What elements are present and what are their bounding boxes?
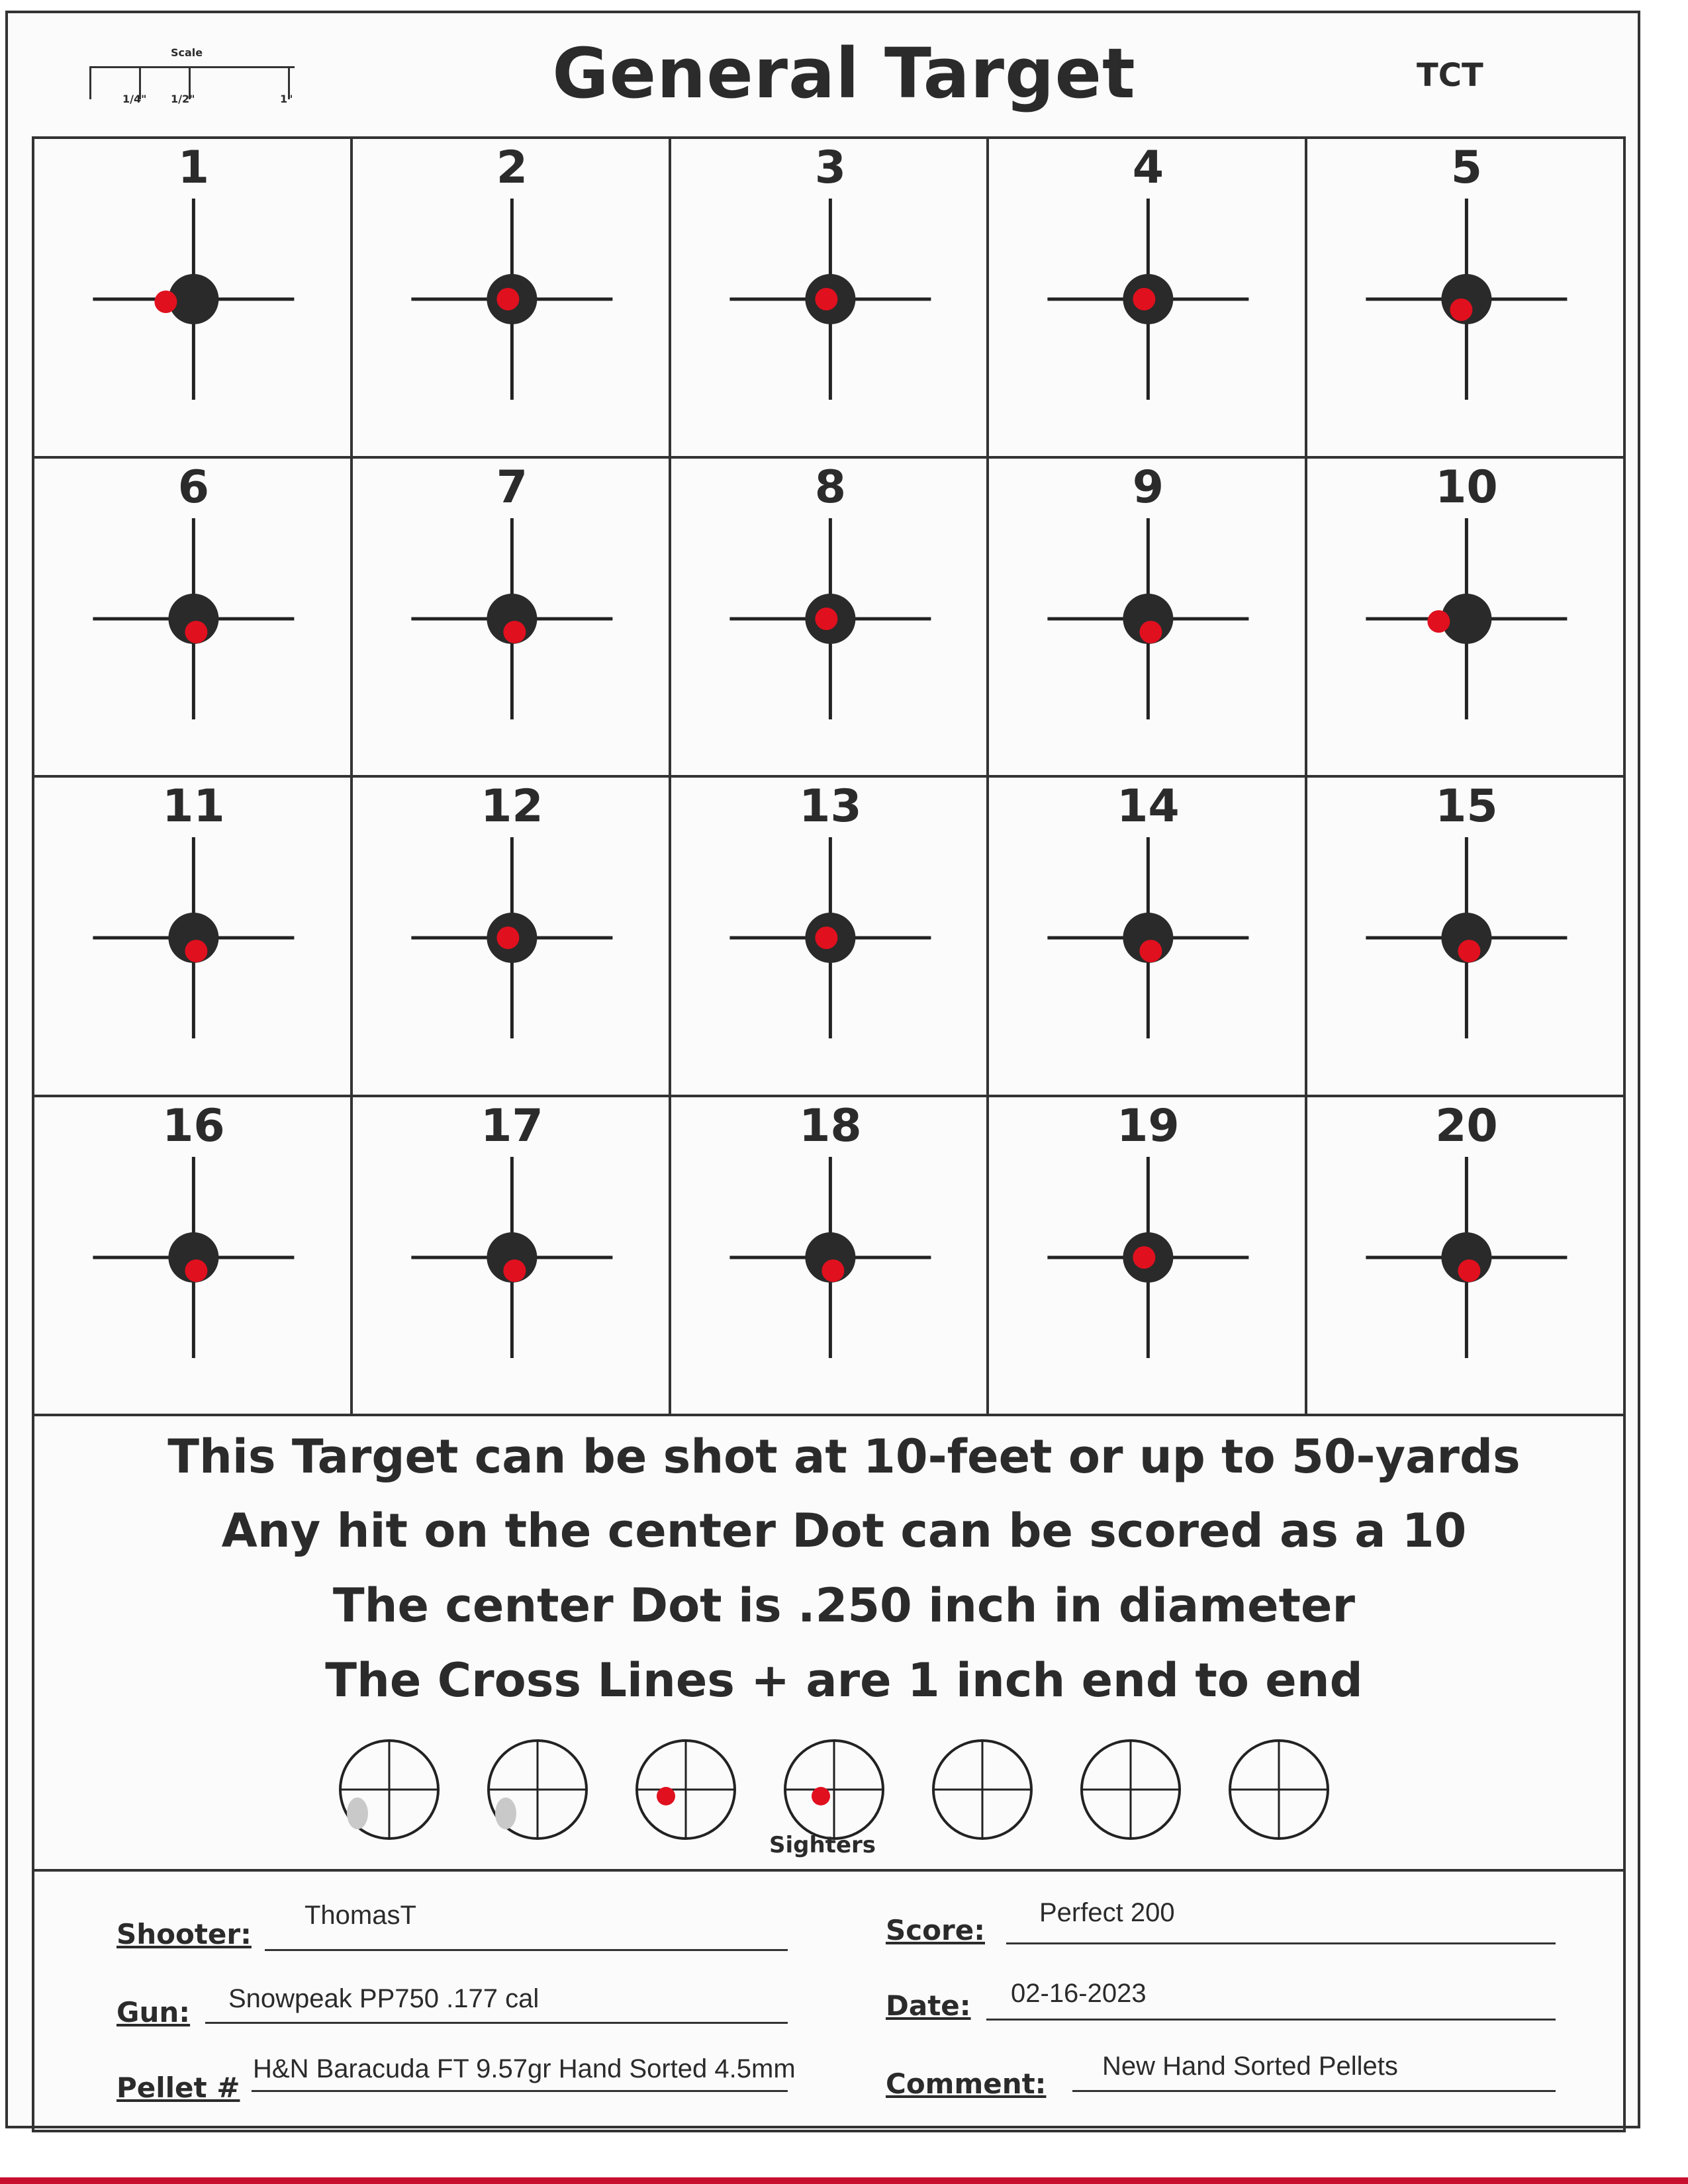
- target-cell: [1306, 457, 1624, 777]
- form-top-line: [33, 1869, 1624, 1872]
- sighter-row: [0, 1734, 1688, 1846]
- pellet-hole: [503, 1259, 526, 1282]
- target-cell: [670, 457, 988, 777]
- target-cell: [988, 138, 1306, 457]
- crosshair: [33, 776, 352, 1096]
- gun-label: Gun:: [117, 1996, 191, 2028]
- sighter-target: [637, 1741, 735, 1839]
- crosshair: [670, 138, 988, 457]
- crosshair: [352, 776, 670, 1096]
- crosshair: [33, 457, 352, 777]
- target-number: 14: [1117, 780, 1180, 833]
- sighter-hole: [347, 1797, 368, 1829]
- pellet-hole: [185, 1259, 207, 1282]
- date-value[interactable]: 02-16-2023: [1011, 1979, 1147, 2008]
- crosshair: [1306, 1096, 1624, 1416]
- grid-bottom-line: [33, 1414, 1624, 1416]
- crosshair: [988, 138, 1306, 457]
- crosshair: [1306, 138, 1624, 457]
- pellet-hole: [1458, 1259, 1480, 1282]
- sighter-hole: [657, 1787, 675, 1805]
- crosshair: [352, 1096, 670, 1416]
- info-line-3: The center Dot is .250 inch in diameter: [332, 1578, 1356, 1633]
- target-cell: [33, 776, 352, 1096]
- target-number: 18: [799, 1100, 862, 1152]
- pellet-hole: [1133, 288, 1155, 310]
- target-cell: [988, 1096, 1306, 1416]
- pellet-hole: [821, 1259, 844, 1282]
- target-cell: [988, 776, 1306, 1096]
- scale-tick-half: 1/2": [171, 93, 195, 105]
- crosshair: [33, 1096, 352, 1416]
- pellet-hole: [1427, 610, 1450, 633]
- target-cell: [988, 457, 1306, 777]
- info-line-4: The Cross Lines + are 1 inch end to end: [325, 1653, 1363, 1707]
- crosshair: [988, 776, 1306, 1096]
- info-line-2: Any hit on the center Dot can be scored as a 10: [221, 1504, 1467, 1558]
- bottom-edge-band: [0, 2177, 1688, 2184]
- target-grid: [33, 138, 1624, 1415]
- pellet-hole: [1450, 298, 1472, 321]
- target-cell: [352, 138, 670, 457]
- target-number: 8: [814, 461, 847, 514]
- sighters-label: Sighters: [769, 1832, 876, 1858]
- target-cell: [1306, 776, 1624, 1096]
- target-number: 16: [162, 1100, 225, 1152]
- pellet-label: Pellet #: [117, 2071, 240, 2104]
- pellet-hole: [503, 621, 526, 643]
- target-number: 13: [799, 780, 862, 833]
- target-number: 6: [177, 461, 210, 514]
- target-number: 17: [481, 1100, 543, 1152]
- date-rule: [986, 2019, 1556, 2021]
- scale-tick-quarter: 1/4": [122, 93, 147, 105]
- crosshair: [670, 1096, 988, 1416]
- target-number: 11: [162, 780, 225, 833]
- page-title: General Target: [552, 33, 1136, 114]
- shooter-rule: [265, 1949, 788, 1951]
- shooter-label: Shooter:: [117, 1918, 252, 1950]
- target-number: 9: [1132, 461, 1164, 514]
- score-value[interactable]: Perfect 200: [1039, 1898, 1175, 1927]
- comment-value[interactable]: New Hand Sorted Pellets: [1102, 2052, 1398, 2081]
- target-cell: [670, 138, 988, 457]
- shooter-value[interactable]: ThomasT: [305, 1901, 416, 1930]
- info-line-1: This Target can be shot at 10-feet or up to 50-yards: [167, 1430, 1521, 1484]
- pellet-hole: [1139, 940, 1162, 962]
- target-cell: [670, 1096, 988, 1416]
- target-cell: [352, 457, 670, 777]
- crosshair: [1306, 776, 1624, 1096]
- scale-title: Scale: [171, 46, 203, 59]
- target-number: 4: [1132, 142, 1164, 194]
- crosshair: [988, 457, 1306, 777]
- target-number: 12: [481, 780, 543, 833]
- target-cell: [670, 776, 988, 1096]
- sighter-targets: [0, 1734, 1688, 1846]
- comment-rule: [1072, 2090, 1556, 2092]
- target-cell: [1306, 138, 1624, 457]
- pellet-hole: [185, 940, 207, 962]
- pellet-rule: [252, 2090, 788, 2092]
- target-cell: [1306, 1096, 1624, 1416]
- sighter-target: [340, 1741, 438, 1839]
- sighter-hole: [495, 1797, 516, 1829]
- pellet-value[interactable]: H&N Baracuda FT 9.57gr Hand Sorted 4.5mm: [253, 2054, 796, 2083]
- target-cell: [352, 1096, 670, 1416]
- sighter-target: [1230, 1741, 1328, 1839]
- pellet-hole: [815, 927, 837, 949]
- sighter-target: [785, 1741, 883, 1839]
- target-cell: [33, 138, 352, 457]
- target-number: 19: [1117, 1100, 1180, 1152]
- target-code: TCT: [1417, 57, 1483, 94]
- sighter-target: [489, 1741, 586, 1839]
- crosshair: [33, 138, 352, 457]
- target-number: 1: [177, 142, 210, 194]
- scale-tick-inch: 1": [280, 93, 293, 105]
- crosshair: [670, 457, 988, 777]
- target-number: 5: [1450, 142, 1483, 194]
- target-number: 7: [496, 461, 528, 514]
- gun-rule: [205, 2022, 788, 2024]
- target-number: 10: [1435, 461, 1498, 514]
- sighter-hole: [812, 1787, 830, 1805]
- sighter-target: [1082, 1741, 1180, 1839]
- crosshair: [670, 776, 988, 1096]
- target-number: 2: [496, 142, 528, 194]
- pellet-hole: [1139, 621, 1162, 643]
- crosshair: [352, 138, 670, 457]
- pellet-hole: [496, 288, 519, 310]
- pellet-hole: [815, 288, 837, 310]
- pellet-hole: [815, 608, 837, 630]
- target-number: 3: [814, 142, 847, 194]
- pellet-hole: [185, 621, 207, 643]
- pellet-hole: [1133, 1246, 1155, 1269]
- crosshair: [988, 1096, 1306, 1416]
- pellet-hole: [496, 927, 519, 949]
- score-rule: [1006, 1942, 1556, 1944]
- target-cell: [33, 1096, 352, 1416]
- target-number: 15: [1435, 780, 1498, 833]
- comment-label: Comment:: [886, 2068, 1047, 2100]
- crosshair: [352, 457, 670, 777]
- pellet-hole: [154, 291, 177, 313]
- date-label: Date:: [886, 1989, 971, 2022]
- score-label: Score:: [886, 1914, 985, 1946]
- target-cell: [33, 457, 352, 777]
- target-number: 20: [1435, 1100, 1498, 1152]
- crosshair: [1306, 457, 1624, 777]
- sighter-target: [933, 1741, 1031, 1839]
- gun-value[interactable]: Snowpeak PP750 .177 cal: [228, 1984, 539, 2013]
- pellet-hole: [1458, 940, 1480, 962]
- target-cell: [352, 776, 670, 1096]
